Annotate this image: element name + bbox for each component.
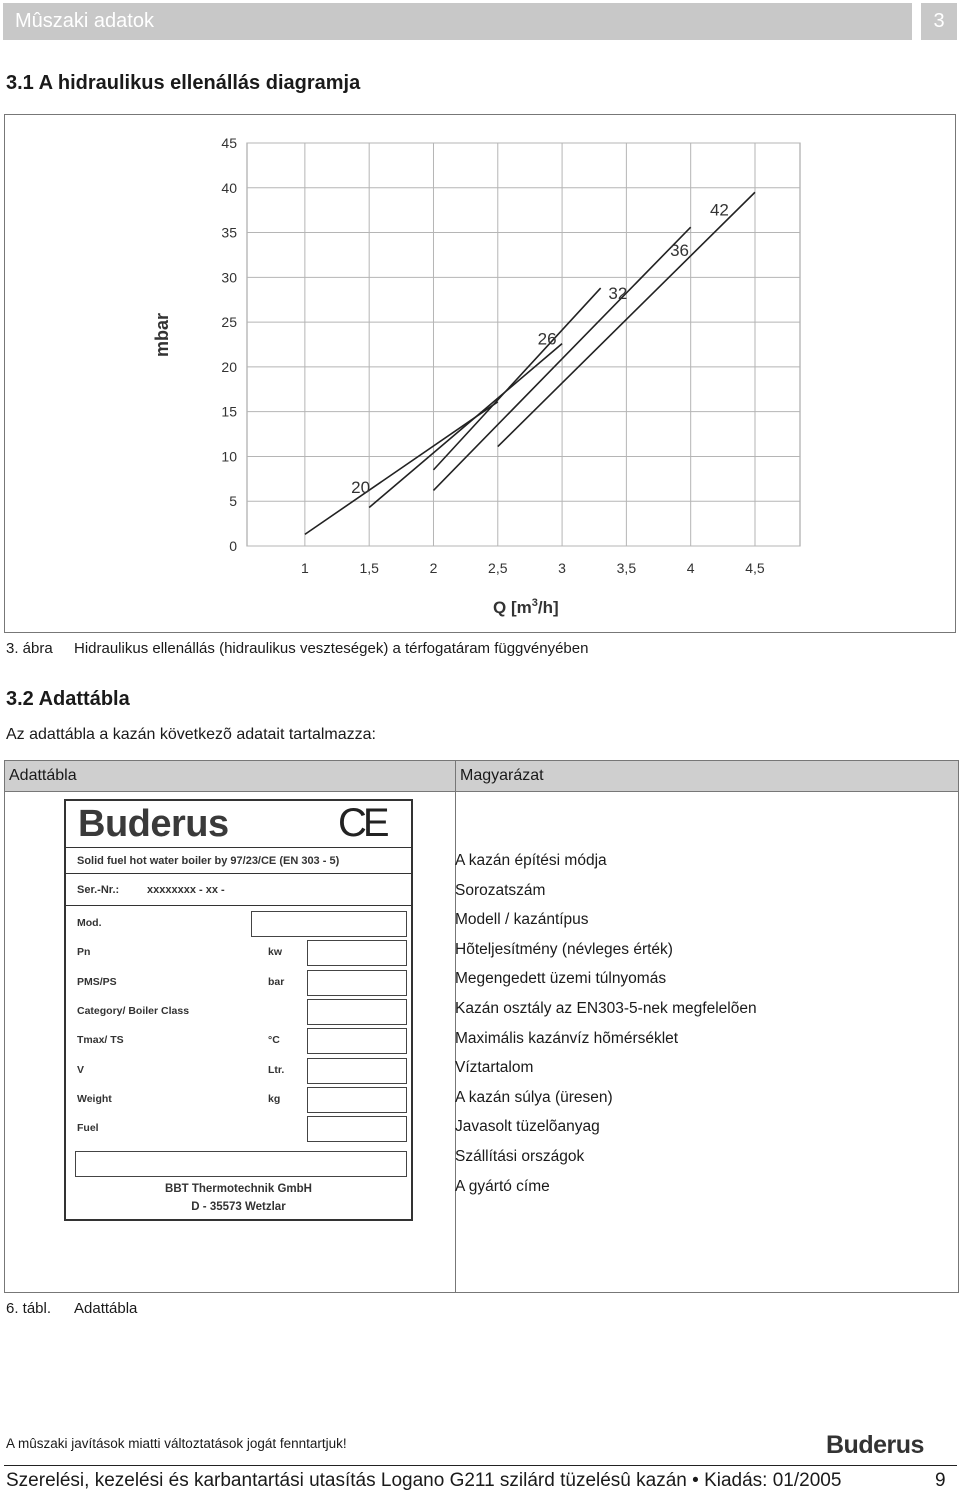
y-tick-label: 5 — [229, 493, 237, 510]
section-intro: Az adattábla a kazán következõ adatait tartalmazza: — [6, 726, 376, 743]
nameplate-field-unit: Ltr. — [268, 1063, 285, 1076]
nameplate-field-label: Tmax/ TS — [77, 1034, 124, 1047]
explanation-item: Modell / kazántípus — [455, 911, 589, 929]
nameplate-field-label: Category/ Boiler Class — [77, 1004, 190, 1017]
nameplate-field-label: Pn — [77, 946, 91, 959]
table-header-nameplate: Adattábla — [5, 761, 456, 791]
series-label-20: 20 — [351, 478, 371, 498]
chart-frame — [4, 114, 956, 633]
x-tick-label: 4,5 — [745, 560, 765, 576]
nameplate-divider — [66, 873, 411, 874]
y-tick-label: 45 — [221, 135, 237, 151]
nameplate-country-box — [75, 1151, 407, 1177]
table-caption-number: 6. tábl. — [6, 1300, 52, 1317]
y-tick-label: 35 — [221, 224, 237, 241]
figure-caption — [6, 640, 588, 657]
footer-divider — [4, 1465, 957, 1466]
explanation-item: Sorozatszám — [455, 881, 546, 899]
x-tick-label: 4 — [686, 560, 695, 576]
nameplate-field-box — [307, 1028, 407, 1054]
nameplate-maker-address: D - 35573 Wetzlar — [191, 1201, 286, 1213]
table-header-explanation: Magyarázat — [460, 767, 544, 784]
series-label-32: 32 — [608, 283, 628, 303]
nameplate-field-box — [307, 999, 407, 1025]
series-line-26 — [369, 344, 562, 508]
nameplate-field-box — [307, 1116, 407, 1142]
nameplate-serial-label: Ser.-Nr.: — [77, 884, 120, 896]
page-number: 9 — [935, 1470, 946, 1491]
table-caption — [6, 1300, 137, 1317]
y-tick-label: 10 — [221, 448, 237, 465]
y-tick-label: 0 — [229, 538, 237, 554]
explanation-item: A kazán építési módja — [455, 852, 607, 869]
x-tick-label: 1,5 — [359, 560, 379, 576]
nameplate-illustration — [64, 799, 413, 1221]
nameplate-divider — [66, 847, 411, 848]
x-tick-label: 1 — [300, 560, 309, 576]
chapter-number: 3 — [921, 3, 957, 40]
nameplate-maker-name: BBT Thermotechnik GmbH — [165, 1183, 312, 1195]
ce-mark-icon: CE — [338, 801, 386, 845]
footer-note: A mûszaki javítások miatti változtatások jogát fenntartjuk! — [6, 1436, 347, 1451]
x-tick-label: 2 — [429, 560, 438, 576]
y-axis-label: mbar — [152, 312, 172, 358]
footer-brand-logo: Buderus — [826, 1431, 924, 1459]
nameplate-field-unit: °C — [268, 1034, 280, 1047]
x-axis-label: Q $[m^3/h]$ — [493, 597, 559, 617]
hydraulic-resistance-chart — [5, 115, 955, 632]
explanation-item: Szállítási országok — [455, 1148, 585, 1165]
section-header-title: Mûszaki adatok — [3, 3, 912, 40]
explanation-item: Megengedett üzemi túlnyomás — [455, 970, 667, 988]
table-header-row — [5, 761, 958, 792]
explanation-item: A gyártó címe — [455, 1177, 550, 1195]
nameplate-field-label: Mod. — [77, 917, 102, 929]
nameplate-serial-value: xxxxxxxx - xx - — [147, 884, 225, 896]
y-tick-label: 15 — [221, 403, 237, 420]
nameplate-field-box — [307, 940, 407, 966]
series-label-42: 42 — [709, 200, 729, 220]
explanation-item: Hõteljesítmény (névleges érték) — [455, 940, 673, 958]
explanation-item: Javasolt tüzelõanyag — [455, 1118, 600, 1136]
y-tick-label: 25 — [221, 314, 237, 331]
figure-caption-number: 3. ábra — [6, 640, 53, 657]
y-tick-label: 40 — [221, 179, 237, 196]
nameplate-field-unit: kw — [268, 946, 283, 959]
nameplate-field-unit: bar — [268, 975, 285, 988]
nameplate-field-label: Weight — [77, 1092, 112, 1105]
section-title-3-1: 3.1 A hidraulikus ellenállás diagramja — [6, 72, 361, 94]
nameplate-divider — [66, 905, 411, 906]
nameplate-brand-logo: Buderus — [78, 803, 229, 845]
series-line-32 — [433, 288, 600, 470]
explanation-item: Kazán osztály az EN303-5-nek megfelelõen — [455, 1000, 757, 1017]
table-caption-text: Adattábla — [74, 1300, 138, 1317]
section-title-3-2: 3.2 Adattábla — [6, 688, 130, 710]
footer-document-line: Szerelési, kezelési és karbantartási utasítás Logano G211 szilárd tüzelésû kazán • Kiadás: 01/2005 — [6, 1470, 842, 1491]
nameplate-field-box — [251, 911, 407, 937]
series-line-20 — [305, 402, 498, 535]
nameplate-field-label: PMS/PS — [77, 975, 117, 988]
x-tick-label: 3,5 — [616, 560, 637, 576]
nameplate-field-label: Fuel — [77, 1122, 99, 1135]
nameplate-field-box — [307, 1058, 407, 1084]
nameplate-field-box — [307, 1087, 407, 1113]
nameplate-field-label: V — [77, 1063, 85, 1076]
y-tick-label: 30 — [221, 269, 237, 286]
x-tick-label: 2,5 — [488, 560, 508, 576]
figure-caption-text: Hidraulikus ellenállás (hidraulikus veszteségek) a térfogatáram függvényében — [74, 640, 589, 657]
series-label-36: 36 — [670, 240, 690, 260]
series-label-26: 26 — [537, 329, 557, 349]
explanation-item: Víztartalom — [455, 1059, 534, 1077]
nameplate-field-unit: kg — [268, 1092, 281, 1105]
x-tick-label: 3 — [558, 560, 566, 576]
explanation-item: A kazán súlya (üresen) — [455, 1088, 613, 1106]
nameplate-field-box — [307, 970, 407, 996]
nameplate-boiler-type: Solid fuel hot water boiler by 97/23/CE (EN 303 - 5) — [77, 855, 340, 867]
explanation-item: Maximális kazánvíz hõmérséklet — [455, 1029, 679, 1047]
y-tick-label: 20 — [221, 358, 237, 375]
